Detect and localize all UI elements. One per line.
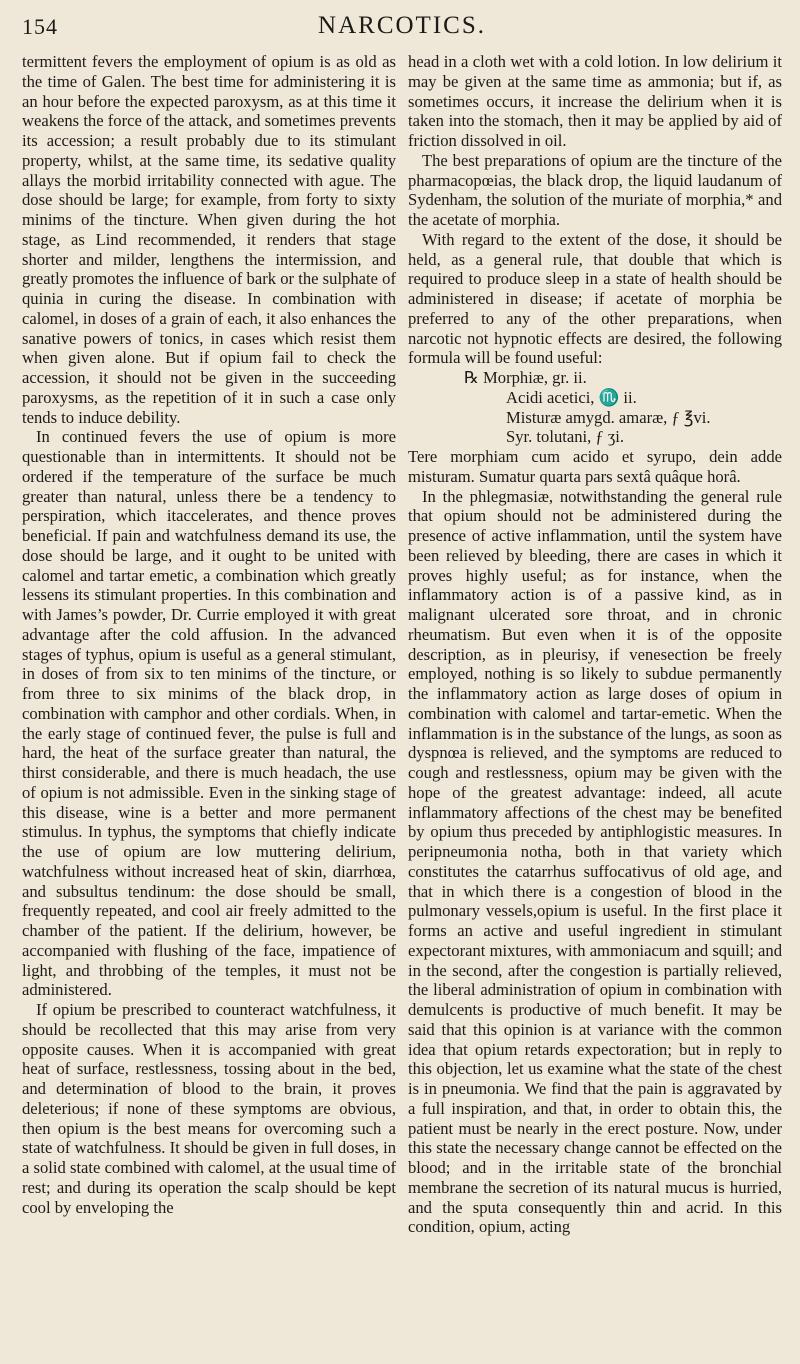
paragraph: If opium be prescribed to counteract watchfulness, it should be recollected that this may arise from very opposite causes. When it is accompanied with great heat of surface, restlessness, tossing about in the bed, and determination of blood to the brain, it proves deleterious; if none of these symptoms are obvious, then opium is the best means for overcoming such a state of watchfulness. It should be given in full doses, in a solid state combined with calomel, at the usual time of rest; and during its operation the scalp should be kept cool by enveloping the	[22, 1000, 396, 1217]
left-column	[22, 52, 396, 1237]
right-column	[408, 52, 782, 1237]
formula-line: Misturæ amygd. amaræ, ƒ ℥vi.	[506, 407, 711, 427]
paragraph: The best preparations of opium are the tincture of the pharmacopœias, the black drop, the liquid laudanum of Sydenham, the solution of the muriate of morphia,* and the acetate of morphia.	[408, 150, 782, 229]
paragraph: termittent fevers the employment of opium is as old as the time of Galen. The best time for administering it is an hour before the expected paroxysm, as at this time it weakens the force of the attack, and sometimes prevents its accession; a result probably due to its stimulant property, whilst, at the same time, its sedative quality allays the morbid irritability connected with ague. The dose should be large; for example, from forty to sixty minims of the tincture. When given during the hot stage, as Lind recommended, it renders that stage shorter and milder, lengthens the intermission, and greatly promotes the influence of bark or the sulphate of quinia in curing the disease. In combination with calomel, in doses of a grain of each, it also enhances the sanative powers of tonics, in cases which resist them when given alone. But if opium fail to check the accession, it should not be given in the succeeding paroxysms, as the repetition of it in such a case only tends to induce debility.	[22, 52, 396, 427]
prescription-formula	[408, 368, 782, 447]
paragraph: head in a cloth wet with a cold lotion. In low delirium it may be given at the same time as ammonia; but if, as sometimes occurs, it increase the delirium when it is taken into the stomach, then it may be applied by aid of friction dissolved in oil.	[408, 52, 782, 150]
paragraph: With regard to the extent of the dose, it should be held, as a general rule, that double that which is required to produce sleep in a state of health should be administered in disease; if acetate of morphia be preferred to any of the other preparations, when narcotic not hypnotic effects are desired, the following formula will be found useful:	[408, 229, 782, 368]
paragraph: In continued fevers the use of opium is more questionable than in intermittents. It should not be ordered if the temperature of the surface be much greater than natural, unless there be a tendency to perspiration, which itaccelerates, and thence proves beneficial. If pain and watchfulness demand its use, the dose should be large, and it ought to be united with calomel and tartar emetic, a combination which greatly lessens its stimulant properties. In this combination and with James’s powder, Dr. Currie employed it with great advantage after the cold affusion. In the advanced stages of typhus, opium is useful as a general stimulant, in doses of from six to ten minims of the tincture, or from three to six minims of the black drop, in combination with camphor and other cordials. When, in the early stage of continued fever, the pulse is full and hard, the heat of the surface greater than natural, the thirst considerable, and there is much headach, the use of opium is not admissible. Even in the sinking stage of this disease, wine is a better and more permanent stimulus. In typhus, the symptoms that chiefly indicate the use of opium are low muttering delirium, watchfulness without increased heat of skin, diarrhœa, and subsultus tendinum: the dose should be small, frequently repeated, and cool air freely admitted to the chamber of the patient. If the delirium, however, be accompanied with flushing of the face, impatience of light, and throbbing of the temples, it must not be administered.	[22, 427, 396, 1000]
page-header	[22, 12, 782, 46]
text-columns	[22, 52, 782, 1237]
running-head: NARCOTICS.	[318, 12, 486, 39]
paragraph: Tere morphiam cum acido et syrupo, dein adde misturam. Sumatur quarta pars sextâ quâque horâ.	[408, 447, 782, 486]
page-number: 154	[22, 14, 58, 39]
paragraph: In the phlegmasiæ, notwithstanding the general rule that opium should not be administered during the presence of active inflammation, until the system have been relieved by bleeding, there are cases in which it proves highly useful; as for instance, when the inflammatory action is of a passive kind, as in malignant ulcerated sore throat, and in chronic rheumatism. But even when it is of the opposite description, as in pleurisy, if venesection be freely employed, nothing is so likely to subdue permanently the inflammatory action as large doses of opium in combination with calomel and tartar-emetic. When the inflammation is in the substance of the lungs, as soon as dyspnœa is relieved, and the symptoms are reduced to cough and restlessness, opium may be given with the hope of the greatest advantage: indeed, all acute inflammatory affections of the chest may be benefited by opium thus preceded by antiphlogistic measures. In peripneumonia notha, both in that variety which constitutes the catarrhus suffocativus of old age, and that in which there is a congestion of blood in the pulmonary vessels,opium is useful. In the first place it forms an active and useful ingredient in stimulant expectorant mixtures, with ammoniacum and squill; and in the second, after the congestion is partially relieved, the liberal administration of opium in combination with demulcents is productive of much benefit. It may be said that this opinion is at variance with the common idea that opium retards expectoration; but in reply to this objection, let us examine what the state of the chest is in pneumonia. We find that the pain is aggravated by a full inspiration, and that, in order to obtain this, the patient must be nearly in the erect posture. Now, under this state the necessary change cannot be effected on the blood; and in the irritable state of the bronchial membrane the secretion of its natural mucus is hurried, and the sputa consequently thin and acrid. In this condition, opium, acting	[408, 486, 782, 1237]
formula-line: Acidi acetici, ♏ ii.	[506, 387, 637, 407]
formula-line: ℞ Morphiæ, gr. ii.	[464, 368, 587, 387]
formula-line: Syr. tolutani, ƒ ʒi.	[506, 427, 624, 447]
